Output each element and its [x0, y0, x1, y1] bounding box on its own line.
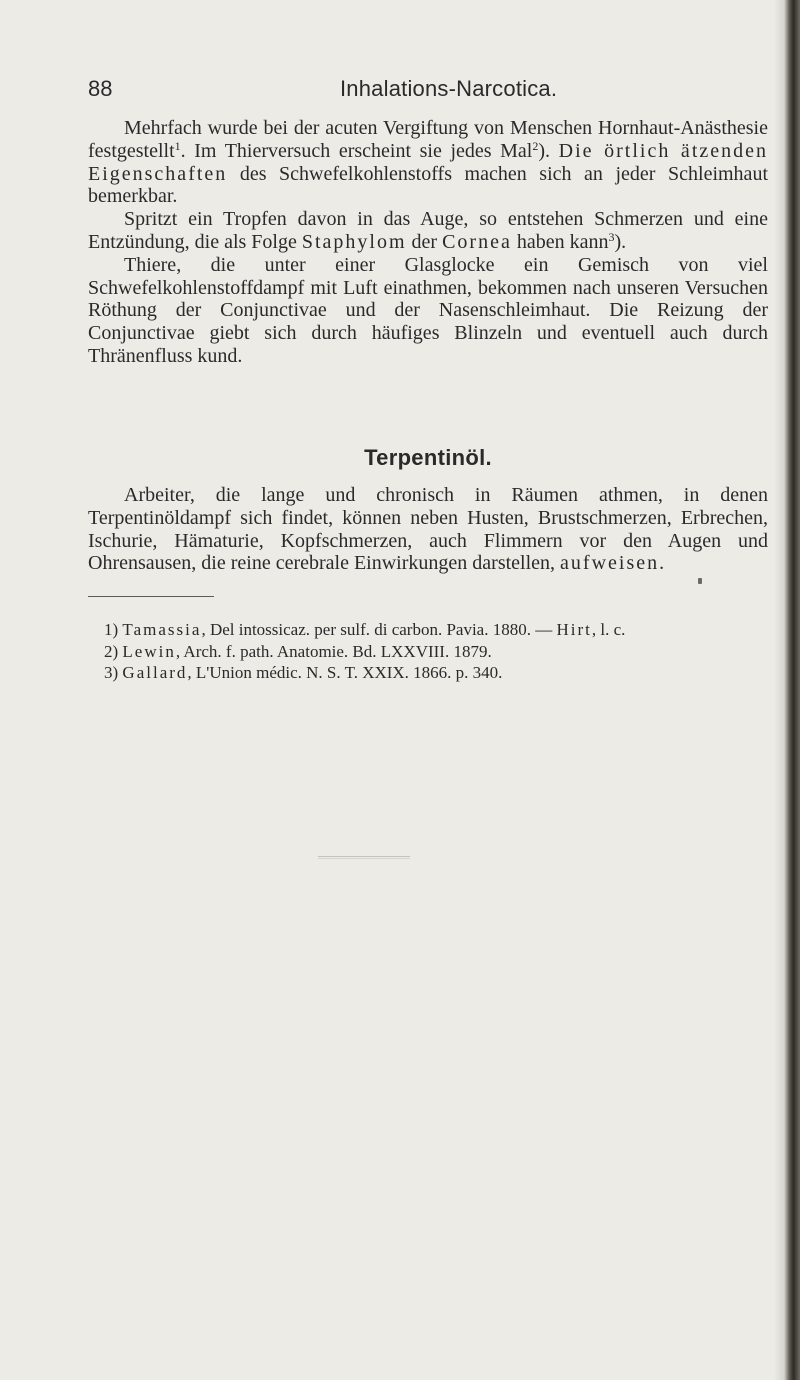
- paragraph: [88, 254, 768, 368]
- spaced-emphasis: Hirt: [556, 620, 592, 639]
- text-run: Arbeiter, die lange und chronisch in Räumen athmen, in denen Terpentinöldampf sich findet, können neben Husten, Brustschmerzen, Erbrechen, Ischurie, Hämaturie, Kopfschmerzen, auch Flimmern vor den Augen und Ohrensausen, die reine cerebrale Einwirkungen darstellen,: [88, 484, 768, 575]
- paragraph: [88, 484, 768, 575]
- page-header: [88, 76, 768, 110]
- stray-ink-mark: [698, 578, 702, 584]
- section-terpentinoel: [88, 484, 768, 575]
- spaced-emphasis: aufweisen: [560, 552, 660, 575]
- footnote: [104, 641, 774, 663]
- text-run: Spritzt ein Tropfen davon in das Auge, so entstehen Schmerzen und eine Entzündung, die als Folge: [88, 208, 768, 253]
- spaced-emphasis: Lewin: [122, 641, 176, 661]
- footnote: [104, 662, 774, 684]
- paragraph: [88, 117, 768, 208]
- footnote-ref: 3: [608, 229, 615, 244]
- text-run: , Del intossicaz. per sulf. di carbon. Pavia. 1880. —: [201, 620, 557, 639]
- footnote-ref: 1: [174, 138, 181, 153]
- spaced-emphasis: Cornea: [442, 230, 512, 253]
- spaced-emphasis: Tamassia: [122, 620, 202, 639]
- text-run: . Im Thierversuch erscheint sie jedes Mal: [180, 139, 533, 162]
- spaced-emphasis: Gallard: [122, 663, 188, 682]
- show-through-line: [318, 858, 410, 859]
- text-run: ).: [614, 230, 627, 253]
- text-run: 1): [104, 620, 123, 639]
- text-run: haben kann: [511, 230, 609, 253]
- section-schwefelkohlenstoff: [88, 117, 768, 368]
- footnote-ref: 2: [532, 138, 539, 153]
- footnote-separator: [88, 596, 214, 597]
- page-edge-shadow: [774, 0, 784, 1380]
- text-run: Mehrfach wurde bei der acuten Vergiftung von Menschen Hornhaut-Anästhesie festgestellt: [88, 117, 768, 162]
- text-run: der: [406, 230, 443, 253]
- section-title: Terpentinöl.: [364, 445, 492, 470]
- text-run: , L'Union médic. N. S. T. XXIX. 1866. p. 340.: [187, 663, 503, 682]
- footnote: [104, 619, 774, 641]
- text-run: .: [659, 552, 665, 575]
- page-edge: [784, 0, 800, 1380]
- paragraph: [88, 208, 768, 254]
- spaced-emphasis: Staphylom: [301, 230, 407, 253]
- text-run: 2): [104, 641, 123, 661]
- spaced-emphasis: Die örtlich ätzenden Eigenschaften: [88, 139, 769, 185]
- text-run: , l. c.: [591, 620, 626, 639]
- footnotes: [104, 619, 774, 684]
- text-run: 3): [104, 663, 123, 682]
- text-run: , Arch. f. path. Anatomie. Bd. LXXVIII. 1879.: [175, 641, 492, 661]
- text-run: ).: [538, 139, 559, 162]
- show-through-line: [318, 856, 410, 857]
- running-head: Inhalations-Narcotica.: [340, 76, 558, 101]
- text-run: Thiere, die unter einer Glasglocke ein Gemisch von viel Schwefelkohlenstoffdampf mit Luft einathmen, bekommen nach unseren Versuchen Röthung der Conjunctivae und der Nasenschleimhaut. Die Reizung der Conjunctivae giebt sich durch häufiges Blinzeln und eventuell auch durch Thränenfluss kund.: [88, 253, 768, 367]
- page-number: 88: [88, 76, 113, 101]
- text-run: des Schwefelkohlenstoffs machen sich an jeder Schleimhaut bemerkbar.: [88, 162, 768, 208]
